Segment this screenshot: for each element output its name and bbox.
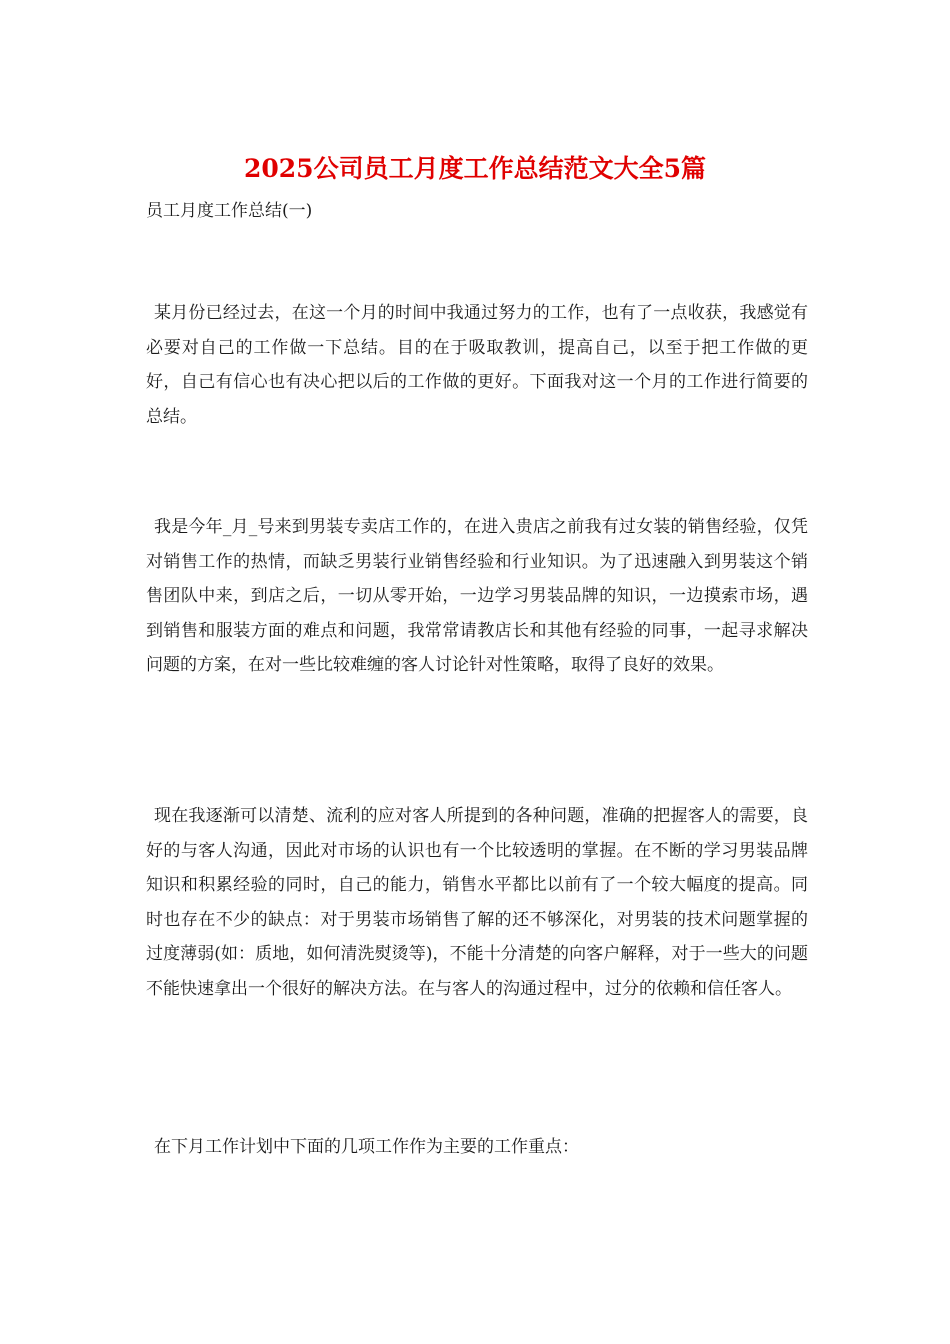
section-heading: 员工月度工作总结(一) — [146, 201, 313, 221]
paragraph-2: 我是今年_月_号来到男装专卖店工作的，在进入贵店之前我有过女装的销售经验，仅凭对销售工作的热情，而缺乏男装行业销售经验和行业知识。为了迅速融入到男装这个销售团队中来，到店之后，一切从零开始，一边学习男装品牌的知识，一边摸索市场，遇到销售和服装方面的难点和问题，我常常请教店长和其他有经验的同事，一起寻求解决问题的方案，在对一些比较难缠的客人讨论针对性策略，取得了良好的效果。 — [146, 517, 808, 676]
document-title: 2025公司员工月度工作总结范文大全5篇 — [244, 154, 706, 183]
paragraph-3: 现在我逐渐可以清楚、流利的应对客人所提到的各种问题，准确的把握客人的需要，良好的与客人沟通，因此对市场的认识也有一个比较透明的掌握。在不断的学习男装品牌知识和积累经验的同时，自己的能力，销售水平都比以前有了一个较大幅度的提高。同时也存在不少的缺点：对于男装市场销售了解的还不够深化，对男装的技术问题掌握的过度薄弱(如：质地，如何清洗熨烫等)，不能十分清楚的向客户解释，对于一些大的问题不能快速拿出一个很好的解决方法。在与客人的沟通过程中，过分的依赖和信任客人。 — [146, 806, 808, 999]
paragraph-4: 在下月工作计划中下面的几项工作作为主要的工作重点： — [154, 1137, 579, 1157]
paragraph-1: 某月份已经过去，在这一个月的时间中我通过努力的工作，也有了一点收获，我感觉有必要对自己的工作做一下总结。目的在于吸取教训，提高自己，以至于把工作做的更好，自己有信心也有决心把以后的工作做的更好。下面我对这一个月的工作进行简要的总结。 — [146, 303, 808, 427]
